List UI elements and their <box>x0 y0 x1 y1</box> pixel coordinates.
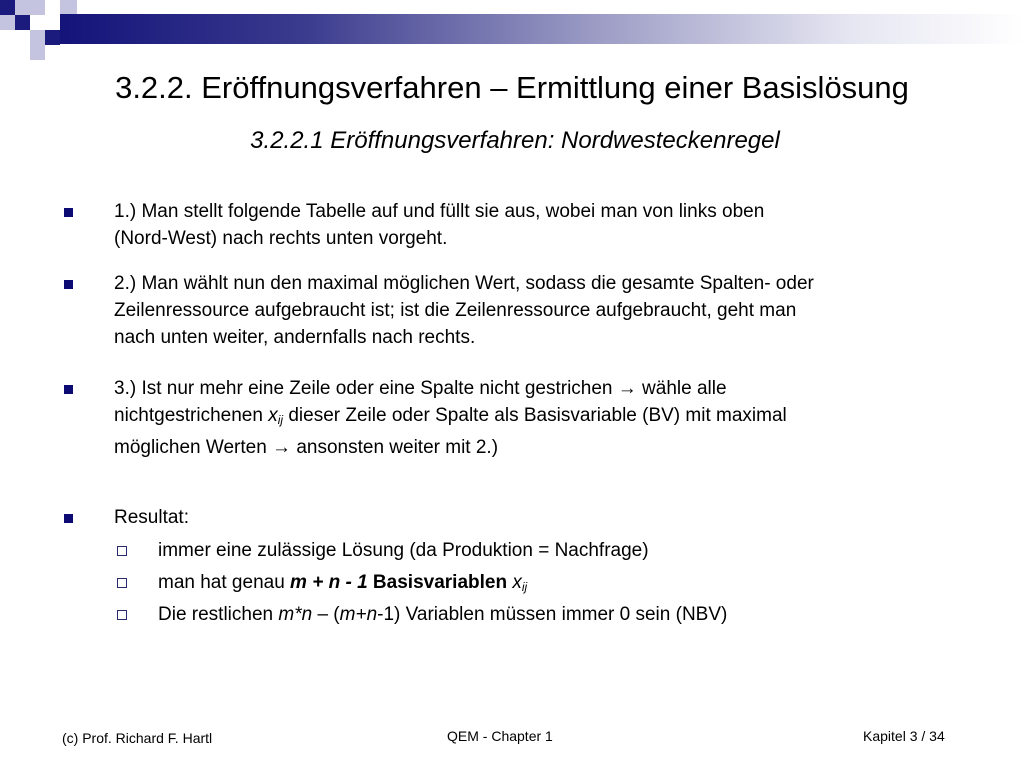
text-fragment: Basisvariablen <box>367 572 513 593</box>
bullet-text: Zeilenressource aufgebraucht ist; ist die Zeilenressource aufgebraucht, geht man <box>114 300 797 321</box>
text-fragment: – ( <box>312 604 340 625</box>
square-bullet-icon <box>64 280 73 289</box>
square-bullet-icon <box>64 514 73 523</box>
square-bullet-icon <box>64 208 73 217</box>
page-subtitle: 3.2.2.1 Eröffnungsverfahren: Nordwesteckenregel <box>250 127 780 154</box>
deco-square <box>15 15 30 30</box>
deco-square <box>0 15 15 30</box>
sub-item-text: immer eine zulässige Lösung (da Produktion = Nachfrage) <box>158 540 649 561</box>
deco-square <box>60 0 77 14</box>
deco-square <box>30 0 45 15</box>
bullet-item <box>114 375 974 461</box>
square-bullet-icon <box>64 385 73 394</box>
hollow-square-bullet-icon <box>117 610 127 620</box>
text-fragment: -1) Variablen müssen immer 0 sein (NBV) <box>377 604 728 625</box>
text-fragment: dieser Zeile oder Spalte als Basisvariable (BV) mit maximal <box>283 405 787 426</box>
bullet-text: möglichen Werten → ansonsten weiter mit 2.) <box>114 437 499 458</box>
text-fragment: Die restlichen <box>158 604 279 625</box>
sub-item <box>158 569 978 601</box>
formula-count: m + n - 1 <box>290 572 368 593</box>
bullet-item <box>114 504 974 531</box>
sub-item <box>158 537 978 564</box>
deco-square <box>30 45 45 60</box>
deco-square <box>30 30 45 45</box>
result-label: Resultat: <box>114 507 189 528</box>
bullet-item <box>114 270 974 351</box>
formula-sum: m+n <box>339 604 378 625</box>
page-title: 3.2.2. Eröffnungsverfahren – Ermittlung einer Basislösung <box>115 70 909 105</box>
hollow-square-bullet-icon <box>117 578 127 588</box>
footer-author: (c) Prof. Richard F. Hartl <box>62 730 213 746</box>
footer-page-number: Kapitel 3 / 34 <box>863 728 945 744</box>
bullet-text: nach unten weiter, andernfalls nach rechts. <box>114 327 476 348</box>
bullet-text <box>114 402 974 434</box>
variable-subscript: ij <box>277 413 284 427</box>
bullet-text: 2.) Man wählt nun den maximal möglichen Wert, sodass die gesamte Spalten- oder <box>114 273 814 294</box>
deco-square <box>0 0 15 15</box>
bullet-text: 1.) Man stellt folgende Tabelle auf und füllt sie aus, wobei man von links oben <box>114 201 765 222</box>
text-fragment: man hat genau <box>158 572 291 593</box>
footer-course: QEM - Chapter 1 <box>447 728 553 744</box>
text-fragment: nichtgestrichenen <box>114 405 269 426</box>
header-gradient-bar <box>60 14 1024 44</box>
variable-x: x <box>268 405 278 426</box>
bullet-item <box>114 198 974 252</box>
bullet-text: 3.) Ist nur mehr eine Zeile oder eine Spalte nicht gestrichen → wähle alle <box>114 378 727 399</box>
variable-x: x <box>512 572 522 593</box>
deco-square <box>45 30 60 45</box>
bullet-text: (Nord-West) nach rechts unten vorgeht. <box>114 228 448 249</box>
deco-square <box>15 0 30 15</box>
hollow-square-bullet-icon <box>117 546 127 556</box>
sub-item <box>158 601 978 628</box>
formula-product: m*n <box>278 604 313 625</box>
variable-subscript: ij <box>521 580 528 594</box>
